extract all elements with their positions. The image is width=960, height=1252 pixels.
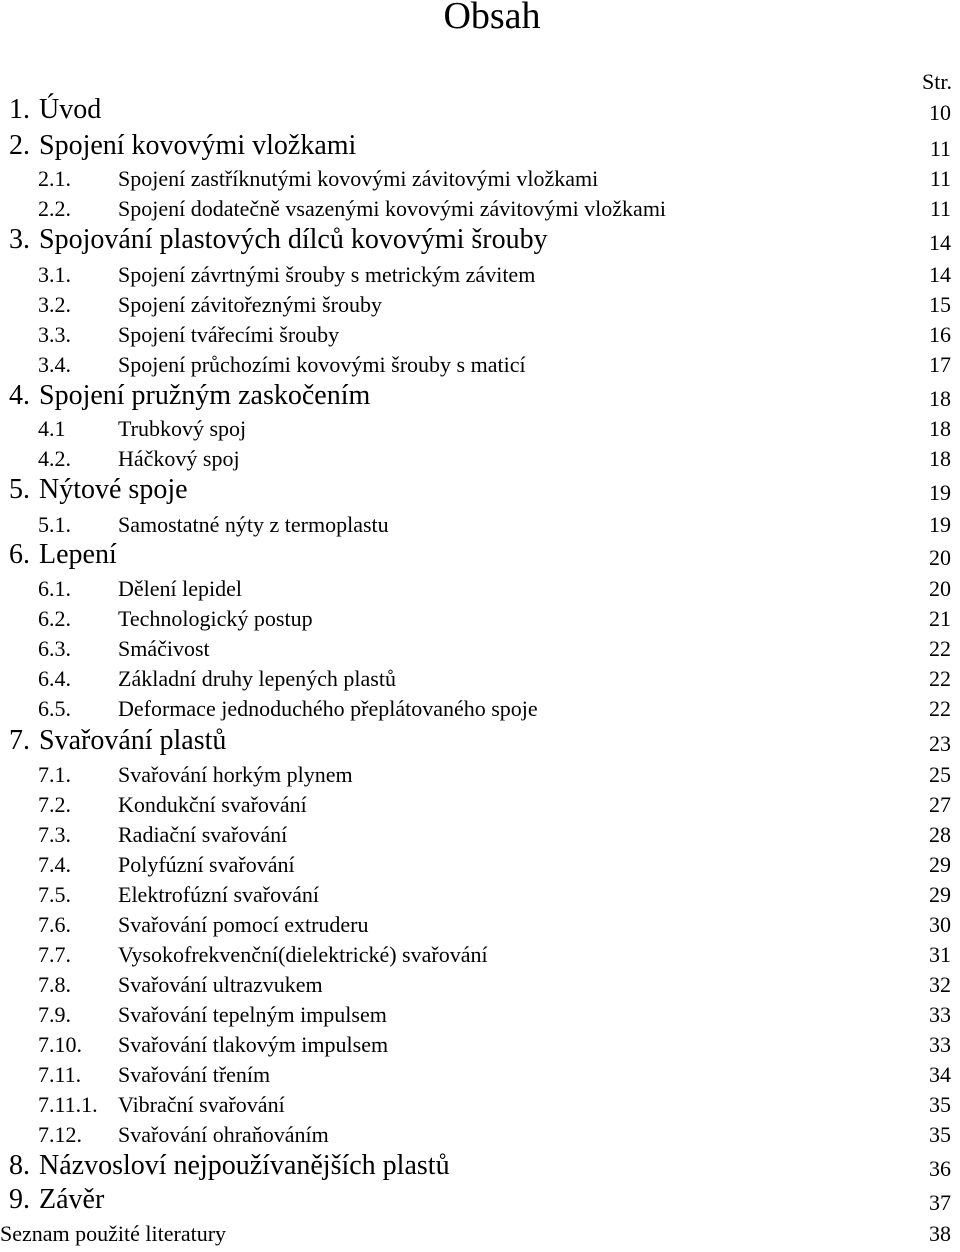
toc-entry[interactable] [0, 190, 960, 220]
toc-entry-number: 7.3. [38, 822, 71, 847]
toc-entry-page-number: 35 [929, 1092, 951, 1117]
toc-entry-label: Svařování ohraňováním [118, 1122, 329, 1147]
toc-entry-label: Svařování plastů [39, 725, 227, 756]
toc-entry-number: 6.3. [38, 636, 71, 661]
toc-entry[interactable] [0, 816, 960, 846]
toc-entry[interactable] [0, 966, 960, 996]
toc-entry[interactable] [0, 786, 960, 816]
toc-entry-number: 2.2. [38, 196, 71, 221]
toc-entry-page-number: 18 [929, 446, 951, 471]
toc-entry-page-number: 19 [929, 480, 951, 505]
toc-entry[interactable] [0, 256, 960, 286]
toc-entry-label: Svařování tepelným impulsem [118, 1002, 387, 1027]
toc-entry[interactable] [0, 346, 960, 376]
toc-entry-label: Svařování ultrazvukem [118, 972, 323, 997]
toc-entry-page-number: 25 [929, 762, 951, 787]
toc-entry-label: Nýtové spoje [39, 474, 188, 505]
toc-entry-number: 6. [9, 539, 30, 570]
toc-entry[interactable] [0, 1086, 960, 1116]
toc-entry-number: 7.7. [38, 942, 71, 967]
toc-entry[interactable] [0, 630, 960, 660]
toc-entry-number: 3.3. [38, 322, 71, 347]
toc-entry[interactable] [0, 906, 960, 936]
toc-entry-number: 6.2. [38, 606, 71, 631]
toc-entry-label: Názvosloví nejpoužívanějších plastů [39, 1150, 450, 1181]
toc-entry[interactable] [0, 1026, 960, 1056]
toc-entry[interactable] [0, 474, 960, 504]
toc-entry-label: Spojení zastříknutými kovovými závitovými vložkami [118, 166, 599, 191]
toc-entry[interactable] [0, 1150, 960, 1180]
toc-entry-number: 7.5. [38, 882, 71, 907]
toc-entry-number: 3.4. [38, 352, 71, 377]
toc-entry[interactable] [0, 725, 960, 755]
toc-entry-label: Trubkový spoj [118, 416, 247, 441]
toc-entry[interactable] [0, 1215, 960, 1245]
toc-entry-label: Spojování plastových dílců kovovými šrouby [39, 224, 548, 255]
toc-entry-page-number: 18 [929, 416, 951, 441]
toc-entry[interactable] [0, 286, 960, 316]
toc-entry[interactable] [0, 130, 960, 160]
toc-entry-page-number: 17 [929, 352, 951, 377]
toc-entry-number: 7.12. [38, 1122, 82, 1147]
toc-entry[interactable] [0, 380, 960, 410]
toc-entry-page-number: 33 [929, 1002, 951, 1027]
toc-entry[interactable] [0, 1184, 960, 1214]
toc-entry-page-number: 23 [929, 731, 951, 756]
toc-entry-page-number: 18 [929, 386, 951, 411]
toc-entry-label: Samostatné nýty z termoplastu [118, 512, 389, 537]
toc-entry[interactable] [0, 440, 960, 470]
toc-entry[interactable] [0, 506, 960, 536]
toc-entry-label: Technologický postup [118, 606, 313, 631]
toc-entry-label: Lepení [39, 539, 117, 570]
toc-entry-label: Spojení dodatečně vsazenými kovovými závitovými vložkami [118, 196, 667, 221]
toc-entry-page-number: 34 [929, 1062, 951, 1087]
toc-entry-page-number: 28 [929, 822, 951, 847]
toc-entry-page-number: 14 [929, 262, 951, 287]
toc-entry-page-number: 14 [929, 230, 951, 255]
toc-entry-page-number: 20 [929, 576, 951, 601]
toc-entry[interactable] [0, 1116, 960, 1146]
toc-entry-label: Elektrofúzní svařování [118, 882, 319, 907]
toc-entry-label: Úvod [39, 94, 102, 125]
page-title: Obsah [443, 0, 541, 37]
toc-entry-label: Spojení pružným zaskočením [39, 380, 371, 411]
toc-entry-label: Seznam použité literatury [0, 1221, 227, 1246]
toc-entry-label: Dělení lepidel [118, 576, 243, 601]
toc-entry-number: 8. [9, 1150, 30, 1181]
toc-entry-number: 3.1. [38, 262, 71, 287]
toc-entry-label: Svařování pomocí extruderu [118, 912, 369, 937]
toc-entry-page-number: 11 [929, 166, 951, 191]
toc-entry[interactable] [0, 160, 960, 190]
toc-entry-page-number: 27 [929, 792, 951, 817]
toc-entry-label: Základní druhy lepených plastů [118, 666, 396, 691]
toc-entry-label: Svařování tlakovým impulsem [118, 1032, 389, 1057]
toc-entry[interactable] [0, 600, 960, 630]
toc-entry-number: 2. [9, 130, 30, 161]
toc-entry-page-number: 35 [929, 1122, 951, 1147]
toc-entry-page-number: 33 [929, 1032, 951, 1057]
toc-entry-label: Svařování třením [118, 1062, 271, 1087]
page-column-label: Str. [922, 69, 952, 94]
toc-entry[interactable] [0, 224, 960, 254]
toc-entry-page-number: 22 [929, 666, 951, 691]
toc-entry[interactable] [0, 570, 960, 600]
toc-entry-page-number: 29 [929, 852, 951, 877]
toc-entry-page-number: 19 [929, 512, 951, 537]
toc-entry-label: Smáčivost [118, 636, 210, 661]
toc-entry[interactable] [0, 756, 960, 786]
toc-entry-page-number: 38 [929, 1221, 951, 1246]
toc-entry[interactable] [0, 410, 960, 440]
toc-entry-number: 3.2. [38, 292, 71, 317]
toc-entry[interactable] [0, 94, 960, 124]
toc-entry[interactable] [0, 1056, 960, 1086]
toc-entry-number: 7. [9, 725, 30, 756]
toc-entry-number: 5.1. [38, 512, 71, 537]
toc-entry-number: 4.2. [38, 446, 71, 471]
toc-entry[interactable] [0, 539, 960, 569]
toc-entry[interactable] [0, 846, 960, 876]
toc-entry-number: 7.11.1. [38, 1092, 98, 1117]
toc-entry-number: 6.5. [38, 696, 71, 721]
toc-entry-label: Vibrační svařování [118, 1092, 285, 1117]
toc-entry-number: 1. [9, 94, 30, 125]
toc-entry-page-number: 21 [929, 606, 951, 631]
toc-entry[interactable] [0, 660, 960, 690]
toc-entry-number: 4. [9, 380, 30, 411]
toc-entry-label: Závěr [39, 1184, 105, 1215]
toc-entry-label: Spojení kovovými vložkami [39, 130, 357, 161]
toc-entry-label: Vysokofrekvenční(dielektrické) svařování [118, 942, 488, 967]
toc-entry-number: 7.8. [38, 972, 71, 997]
toc-entry-label: Radiační svařování [118, 822, 288, 847]
toc-entry-number: 7.1. [38, 762, 71, 787]
toc-entry-page-number: 30 [929, 912, 951, 937]
toc-entry-page-number: 36 [929, 1156, 951, 1181]
toc-entry[interactable] [0, 936, 960, 966]
toc-entry-number: 5. [9, 474, 30, 505]
toc-entry[interactable] [0, 316, 960, 346]
toc-entry-number: 6.1. [38, 576, 71, 601]
toc-entry-page-number: 11 [929, 196, 951, 221]
toc-entry-label: Spojení závitořeznými šrouby [118, 292, 382, 317]
toc-entry-label: Spojení tvářecími šrouby [118, 322, 340, 347]
toc-entry-number: 7.9. [38, 1002, 71, 1027]
toc-entry-page-number: 29 [929, 882, 951, 907]
toc-entry-number: 4.1 [38, 416, 66, 441]
toc-entry-label: Kondukční svařování [118, 792, 307, 817]
toc-entry[interactable] [0, 996, 960, 1026]
toc-entry-number: 6.4. [38, 666, 71, 691]
toc-entry-number: 9. [9, 1184, 30, 1215]
toc-entry[interactable] [0, 690, 960, 720]
toc-entry-page-number: 37 [929, 1190, 951, 1215]
toc-entry-label: Deformace jednoduchého přeplátovaného spoje [118, 696, 538, 721]
toc-entry-number: 2.1. [38, 166, 71, 191]
toc-entry-page-number: 15 [929, 292, 951, 317]
toc-entry-page-number: 22 [929, 636, 951, 661]
toc-entry-page-number: 31 [929, 942, 951, 967]
toc-entry-label: Spojení závrtnými šrouby s metrickým závitem [118, 262, 536, 287]
toc-entry-number: 7.6. [38, 912, 71, 937]
toc-entry-number: 7.11. [38, 1062, 82, 1087]
toc-entry-label: Polyfúzní svařování [118, 852, 295, 877]
toc-entry-page-number: 10 [929, 100, 951, 125]
toc-entry[interactable] [0, 876, 960, 906]
toc-entry-page-number: 16 [929, 322, 951, 347]
toc-entry-label: Svařování horkým plynem [118, 762, 353, 787]
toc-entry-number: 7.10. [38, 1032, 82, 1057]
toc-entry-number: 3. [9, 224, 30, 255]
toc-entry-label: Spojení průchozími kovovými šrouby s maticí [118, 352, 526, 377]
toc-entry-page-number: 20 [929, 545, 951, 570]
toc-entry-page-number: 22 [929, 696, 951, 721]
toc-entry-number: 7.4. [38, 852, 71, 877]
toc-entry-page-number: 11 [929, 136, 951, 161]
toc-entry-number: 7.2. [38, 792, 71, 817]
toc-entry-label: Háčkový spoj [118, 446, 240, 471]
toc-entry-page-number: 32 [929, 972, 951, 997]
